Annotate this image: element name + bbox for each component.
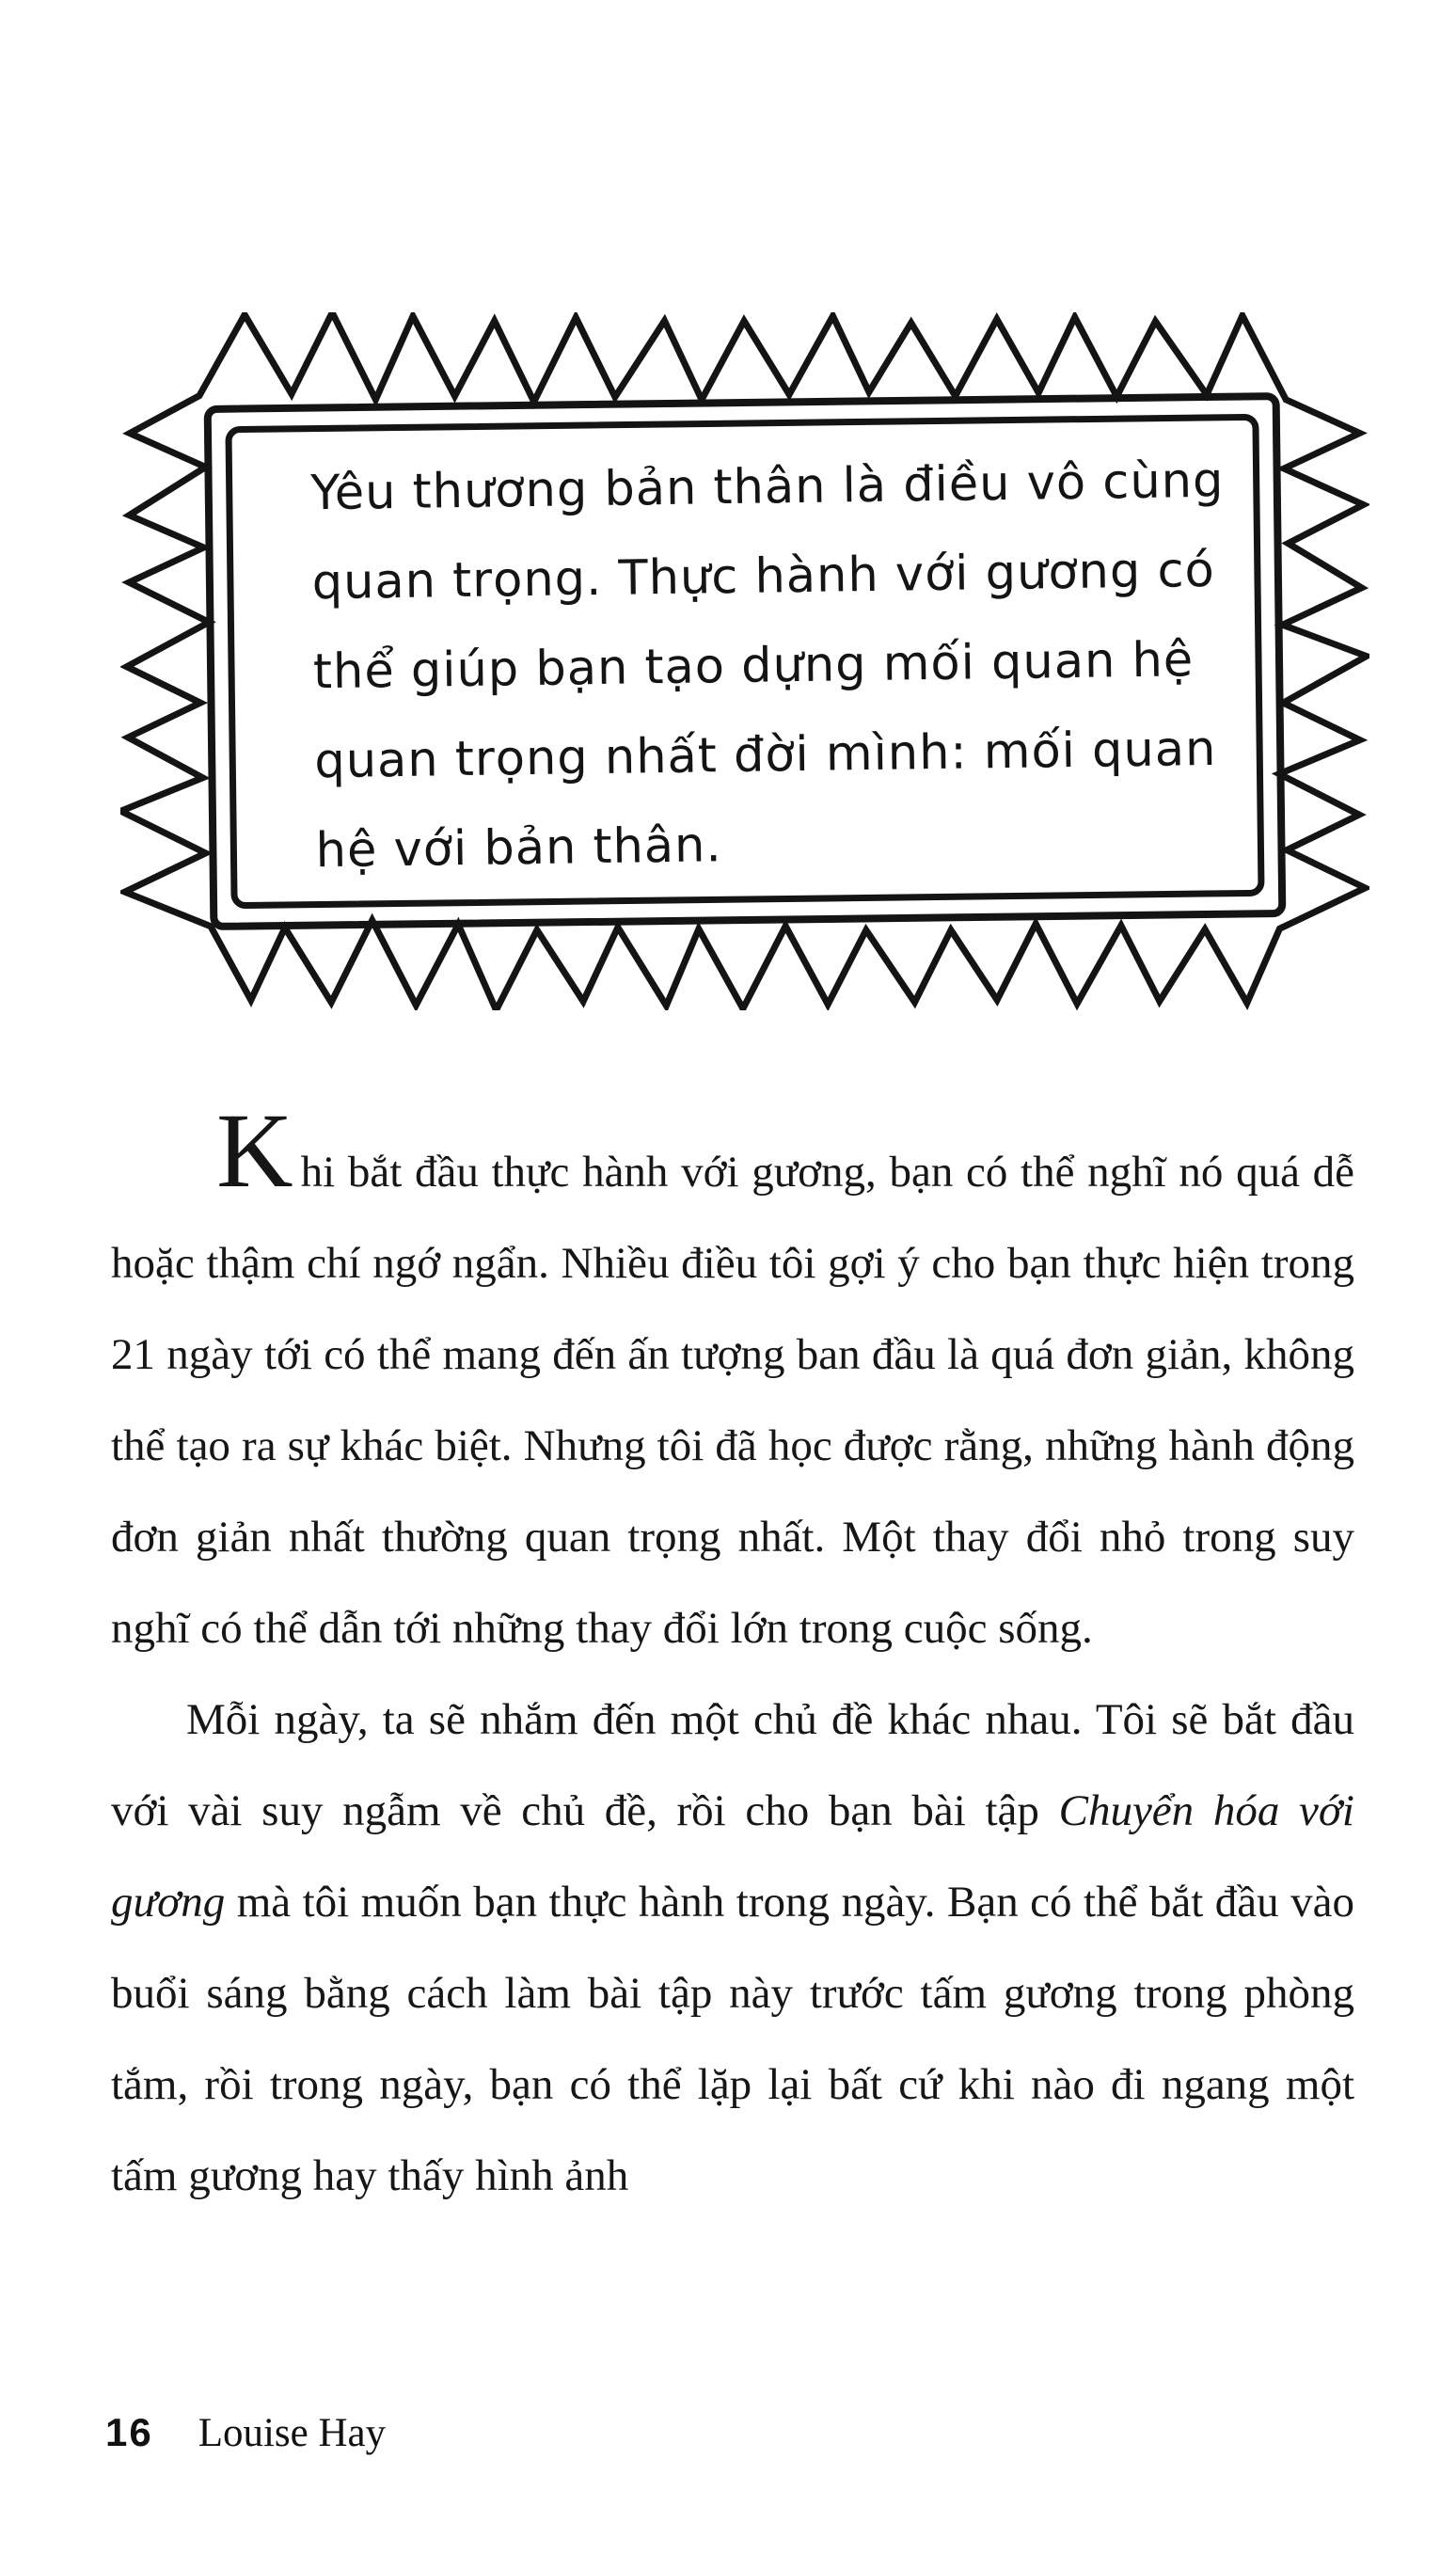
body-text — [111, 1092, 1354, 2222]
quote-line: thể giúp bạn tạo dựng mối quan hệ — [312, 632, 1195, 701]
quote-line: hệ với bản thân. — [315, 817, 723, 880]
quote-line: Yêu thương bản thân là điều vô cùng — [309, 452, 1225, 522]
quote-text — [310, 436, 1295, 896]
page-footer — [105, 2410, 386, 2456]
paragraph-1 — [111, 1092, 1354, 1674]
page-number: 16 — [105, 2410, 153, 2454]
paragraph-2-tail: mà tôi muốn bạn thực hành trong ngày. Bạn có thể bắt đầu vào buổi sáng bằng cách làm bài tập này trước tấm gương trong phòng tắm, rồi trong ngày, bạn có thể lặp lại bất cứ khi nào đi ngang một tấm gương hay thấy hình ảnh — [111, 1878, 1354, 2200]
quote-frame — [120, 312, 1369, 1010]
running-title: Louise Hay — [198, 2411, 387, 2455]
exercise-title-italic: Chuyển hóa với gương — [111, 1786, 1354, 1927]
quote-line: quan trọng. Thực hành với gương có — [311, 542, 1216, 611]
paragraph-1-text: hi bắt đầu thực hành với gương, bạn có thể nghĩ nó quá dễ hoặc thậm chí ngớ ngẩn. Nhiều điều tôi gợi ý cho bạn thực hiện trong 21 ngày tới có thể mang đến ấn tượng ban đầu là quá đơn giản, không thể tạo ra sự khác biệt. Nhưng tôi đã học được rằng, những hành động đơn giản nhất thường quan trọng nhất. Một thay đổi nhỏ trong suy nghĩ có thể dẫn tới những thay đổi lớn trong cuộc sống. — [111, 1148, 1354, 1653]
paragraph-2-lead: Mỗi ngày, ta sẽ nhắm đến một chủ đề khác nhau. Tôi sẽ bắt đầu với vài suy ngẫm về chủ đề, rồi cho bạn bài tập — [111, 1695, 1354, 1835]
paragraph-2 — [111, 1674, 1354, 2222]
drop-cap: K — [216, 1092, 293, 1210]
quote-line: quan trọng nhất đời mình: mối quan — [313, 721, 1217, 790]
